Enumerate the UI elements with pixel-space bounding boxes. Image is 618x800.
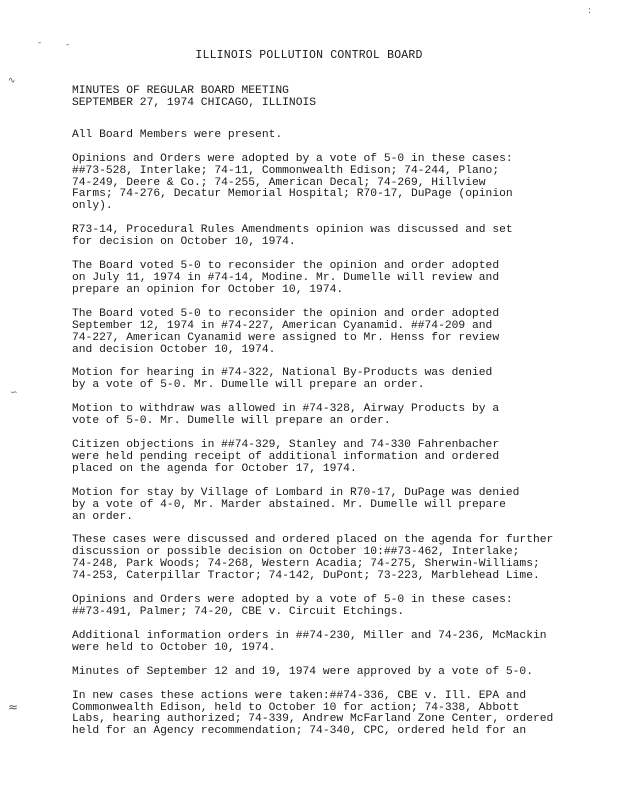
- paragraph-line: only).: [72, 200, 113, 213]
- paragraph-line: Opinions and Orders were adopted by a vote of 5-0 in these cases:: [72, 152, 513, 165]
- paragraph-line: Motion to withdraw was allowed in #74-328, Airway Products by a: [72, 403, 500, 416]
- minutes-paragraph: [72, 130, 592, 142]
- scan-speck: -: [38, 38, 42, 48]
- paragraph-line: September 12, 1974 in #74-227, American Cyanamid. ##74-209 and: [72, 319, 493, 332]
- paragraph-line: These cases were discussed and ordered placed on the agenda for further: [72, 534, 554, 547]
- paragraph-line: Opinions and Orders were adopted by a vote of 5-0 in these cases:: [72, 594, 513, 607]
- paragraph-line: Minutes of September 12 and 19, 1974 were approved by a vote of 5-0.: [72, 665, 533, 678]
- paragraph-line: held for an Agency recommendation; 74-340, CPC, ordered held for an: [72, 725, 527, 738]
- paragraph-line: prepare an opinion for October 10, 1974.: [72, 283, 344, 296]
- minutes-body: [72, 86, 592, 738]
- paragraph-line: for decision on October 10, 1974.: [72, 236, 296, 249]
- minutes-paragraph: [72, 154, 592, 214]
- minutes-paragraph: [72, 404, 592, 428]
- minutes-paragraph: [72, 440, 592, 476]
- margin-mark: ∽: [10, 388, 18, 398]
- paragraph-line: an order.: [72, 510, 134, 523]
- minutes-paragraph: [72, 667, 592, 679]
- margin-mark: ≈: [8, 700, 19, 714]
- minutes-title: [72, 86, 592, 110]
- paragraph-line: by a vote of 5-0. Mr. Dumelle will prepare an order.: [72, 379, 425, 392]
- minutes-title-line: MINUTES OF REGULAR BOARD MEETING: [72, 85, 289, 97]
- paragraph-line: In new cases these actions were taken:##74-336, CBE v. Ill. EPA and: [72, 689, 527, 702]
- paragraph-line: 74-249, Deere & Co.; 74-255, American Decal; 74-269, Hillview: [72, 176, 486, 189]
- paragraph-line: on July 11, 1974 in #74-14, Modine. Mr. Dumelle will review and: [72, 271, 500, 284]
- paragraph-line: discussion or possible decision on October 10:##73-462, Interlake;: [72, 546, 520, 559]
- paragraph-line: and decision October 10, 1974.: [72, 343, 276, 356]
- minutes-paragraph: [72, 631, 592, 655]
- paragraph-line: The Board voted 5-0 to reconsider the opinion and order adopted: [72, 307, 500, 320]
- minutes-paragraph: [72, 488, 592, 524]
- minutes-paragraph: [72, 261, 592, 297]
- paragraph-line: 74-248, Park Woods; 74-268, Western Acadia; 74-275, Sherwin-Williams;: [72, 558, 540, 571]
- paragraph-line: Motion for hearing in #74-322, National By-Products was denied: [72, 367, 493, 380]
- paragraph-line: were held to October 10, 1974.: [72, 641, 276, 654]
- minutes-paragraph: [72, 535, 592, 583]
- paragraph-line: Additional information orders in ##74-230, Miller and 74-236, McMackin: [72, 629, 547, 642]
- paragraph-line: placed on the agenda for October 17, 1974.: [72, 462, 357, 475]
- paragraph-line: Farms; 74-276, Decatur Memorial Hospital; R70-17, DuPage (opinion: [72, 188, 513, 201]
- minutes-paragraph: [72, 225, 592, 249]
- paragraph-line: Motion for stay by Village of Lombard in R70-17, DuPage was denied: [72, 486, 520, 499]
- paragraph-line: All Board Members were present.: [72, 128, 283, 141]
- minutes-paragraph: [72, 595, 592, 619]
- paragraph-line: 74-227, American Cyanamid were assigned to Mr. Henss for review: [72, 331, 500, 344]
- scan-speck: :: [588, 6, 592, 16]
- scan-speck: -: [66, 40, 70, 50]
- paragraph-line: R73-14, Procedural Rules Amendments opinion was discussed and set: [72, 224, 513, 237]
- paragraph-line: Commonwealth Edison, held to October 10 for action; 74-338, Abbott: [72, 701, 520, 714]
- paragraph-line: ##73-528, Interlake; 74-11, Commonwealth Edison; 74-244, Plano;: [72, 164, 500, 177]
- paragraph-line: vote of 5-0. Mr. Dumelle will prepare an order.: [72, 415, 391, 428]
- minutes-paragraph: [72, 309, 592, 357]
- margin-mark: ∿: [8, 76, 16, 86]
- minutes-paragraph: [72, 368, 592, 392]
- paragraph-line: ##73-491, Palmer; 74-20, CBE v. Circuit Etchings.: [72, 606, 405, 618]
- paragraph-line: The Board voted 5-0 to reconsider the opinion and order adopted: [72, 260, 500, 273]
- minutes-title-line: SEPTEMBER 27, 1974 CHICAGO, ILLINOIS: [72, 96, 317, 109]
- paragraph-line: 74-253, Caterpillar Tractor; 74-142, DuPont; 73-223, Marblehead Lime.: [72, 570, 540, 583]
- paragraph-line: by a vote of 4-0, Mr. Marder abstained. Mr. Dumelle will prepare: [72, 498, 506, 511]
- board-header: ILLINOIS POLLUTION CONTROL BOARD: [195, 49, 423, 62]
- minutes-paragraph: [72, 691, 592, 739]
- paragraph-line: were held pending receipt of additional information and ordered: [72, 450, 500, 463]
- paragraph-line: Labs, hearing authorized; 74-339, Andrew McFarland Zone Center, ordered: [72, 713, 554, 726]
- minutes-paragraphs: [72, 130, 592, 738]
- paragraph-line: Citizen objections in ##74-329, Stanley and 74-330 Fahrenbacher: [72, 439, 500, 452]
